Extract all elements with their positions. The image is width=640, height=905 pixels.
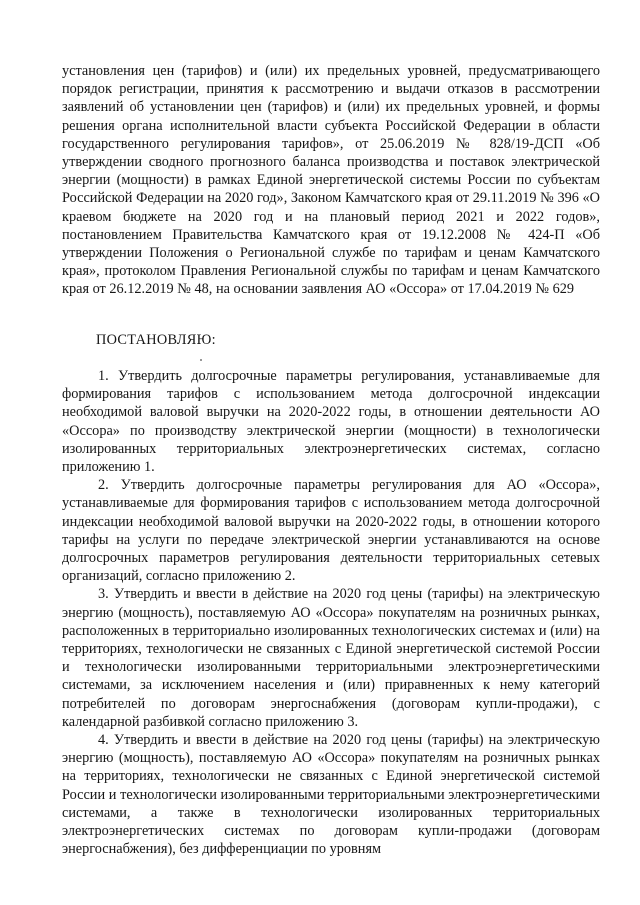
intro-paragraph: установления цен (тарифов) и (или) их предельных уровней, предусматривающего порядок регистрации, принятия к рассмотрению и выдачи отказов в рассмотрении заявлений об установлении цен (тарифов) и (или) их предельных уровней, и формы решения органа исполнительной власти субъекта Российской Федерации в области государственного регулирования тарифов», от 25.06.2019 № 828/19-ДСП «Об утверждении сводного прогнозного баланса производства и поставок электрической энергии (мощности) в рамках Единой энергетической системы России по субъектам Российской Федерации на 2020 год», Законом Камчатского края от 29.11.2019 № 396 «О краевом бюджете на 2020 год и на плановый период 2021 и 2022 годов», постановлением Правительства Камчатского края от 19.12.2008 № 424-П «Об утверждении Положения о Региональной службе по тарифам и ценам Камчатского края», протоколом Правления Региональной службы по тарифам и ценам Камчатского края от 26.12.2019 № 48, на основании заявления АО «Оссора» от 17.04.2019 № 629 [62,63,600,298]
clause-1: 1. Утвердить долгосрочные параметры регулирования, устанавливаемые для формирования тарифов с использованием метода долгосрочной индексации необходимой валовой выручки на 2020-2022 годы, в отношении деятельности АО «Оссора» по производству электрической энергии (мощности) в технологически изолированных территориальных электроэнергетических системах, согласно приложению 1. [62,368,600,476]
clause-2: 2. Утвердить долгосрочные параметры регулирования для АО «Оссора», устанавливаемые для формирования тарифов с использованием метода долгосрочной индексации необходимой валовой выручки на 2020-2022 годы, в отношении которого тарифы на услуги по передаче электрической энергии устанавливаются на основе долгосрочных параметров регулирования деятельности территориальных сетевых организаций, согласно приложению 2. [62,477,600,585]
resolution-heading: ПОСТАНОВЛЯЮ: [96,332,216,348]
clause-3: 3. Утвердить и ввести в действие на 2020 год цены (тарифы) на электрическую энергию (мощность), поставляемую АО «Оссора» покупателям на розничных рынках, расположенных в территориально изолированных технологических системах и (или) на территориях, технологически не связанных с Единой энергетической системой России и технологически изолированными территориальными электроэнергетическими системами, за исключением населения и (или) приравненных к нему категорий потребителей по договорам энергоснабжения (договорам купли-продажи), с календарной разбивкой согласно приложению 3. [62,586,600,730]
scan-speck [200,359,202,361]
clause-4: 4. Утвердить и ввести в действие на 2020 год цены (тарифы) на электрическую энергию (мощность), поставляемую АО «Оссора» покупателям на розничных рынках на территориях, технологически не связанных с Единой энергетической системой России и технологически изолированными территориальными электроэнергетическими системами, а также в технологически изолированных территориальных электроэнергетических системах по договорам купли-продажи (договорам энергоснабжения), без дифференциации по уровням [62,732,600,858]
resolution-body [62,367,600,858]
